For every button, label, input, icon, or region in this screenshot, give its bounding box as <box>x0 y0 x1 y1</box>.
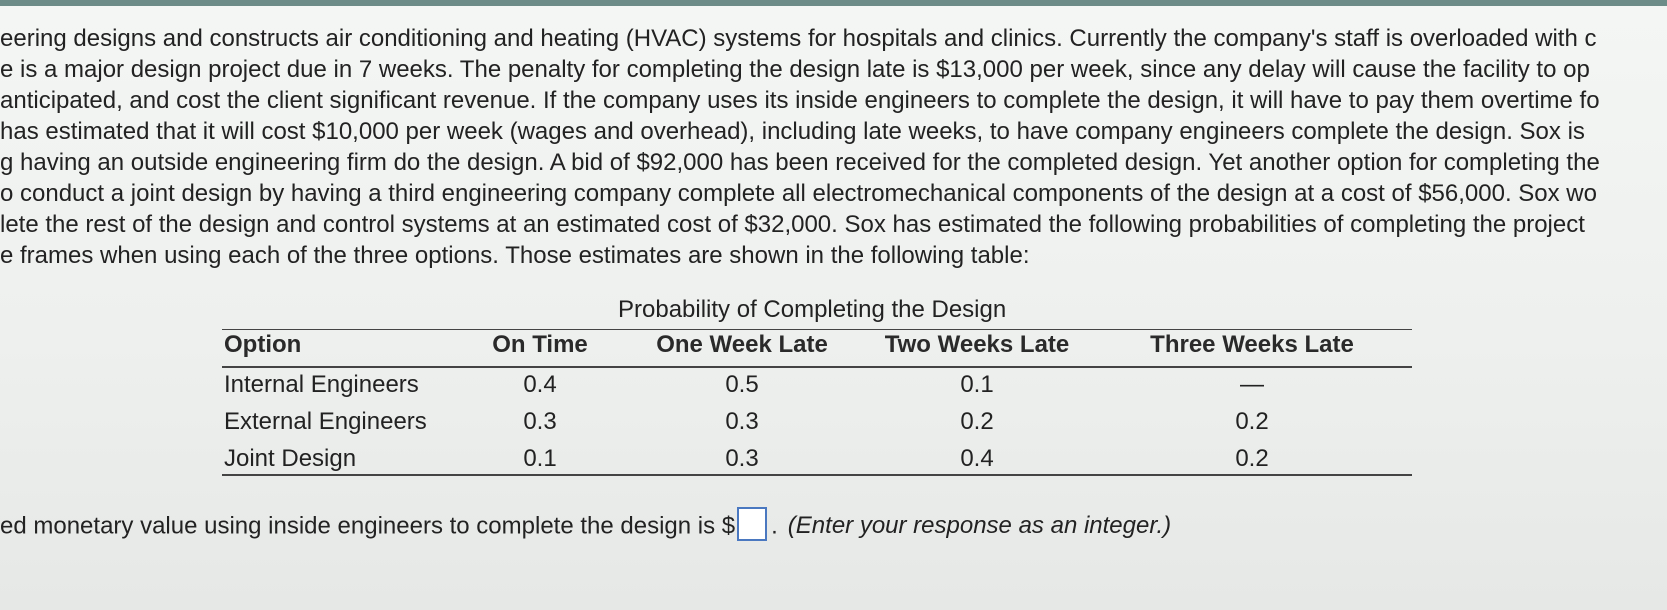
paragraph-line: eering designs and constructs air conditioning and heating (HVAC) systems for hospitals and clinics. Currently the company's staff is overloaded with c <box>0 25 1597 52</box>
table-cell: 0.4 <box>523 371 557 398</box>
header-option: Option <box>224 331 302 358</box>
table-bottom-rule <box>222 474 1412 476</box>
table-cell: External Engineers <box>224 408 427 435</box>
table-cell: 0.2 <box>1235 408 1269 435</box>
table-cell: 0.3 <box>523 408 557 435</box>
header-three-weeks-late: Three Weeks Late <box>1150 331 1354 358</box>
table-cell: Joint Design <box>224 445 357 472</box>
table-cell: 0.3 <box>725 445 759 472</box>
paragraph-line: lete the rest of the design and control systems at an estimated cost of $32,000. Sox has estimated the following probabilities of completing the project <box>0 211 1585 238</box>
table-cell: 0.2 <box>960 408 994 435</box>
table-cell: 0.2 <box>1235 445 1269 472</box>
top-bar <box>0 0 1667 6</box>
answer-hint: (Enter your response as an integer.) <box>787 512 1172 540</box>
table-cell: 0.3 <box>725 408 759 435</box>
table-header-rule <box>222 366 1412 368</box>
table-top-rule <box>222 329 1412 330</box>
table-cell: 0.1 <box>960 371 994 398</box>
paragraph-line: o conduct a joint design by having a third engineering company complete all electromechanical components of the design at a cost of $56,000. Sox wo <box>0 180 1597 207</box>
problem-paragraph <box>0 23 1667 271</box>
table-cell: 0.5 <box>725 371 759 398</box>
table-cell: Internal Engineers <box>224 371 419 398</box>
paragraph-line: e frames when using each of the three options. Those estimates are shown in the following table: <box>0 242 1030 269</box>
question-line <box>0 510 1171 544</box>
table-cell: 0.1 <box>523 445 557 472</box>
header-two-weeks-late: Two Weeks Late <box>884 331 1070 358</box>
paragraph-line: anticipated, and cost the client significant revenue. If the company uses its inside engineers to complete the design, it will have to pay them overtime fo <box>0 87 1600 114</box>
answer-input[interactable] <box>737 507 767 541</box>
question-suffix: . <box>771 512 778 540</box>
paragraph-line: e is a major design project due in 7 weeks. The penalty for completing the design late is $13,000 per week, since any delay will cause the facility to op <box>0 56 1590 83</box>
header-on-time: On Time <box>492 331 588 358</box>
paragraph-line: has estimated that it will cost $10,000 per week (wages and overhead), including late weeks, to have company engineers complete the design. Sox is <box>0 118 1585 145</box>
paragraph-line: g having an outside engineering firm do the design. A bid of $92,000 has been received for the completed design. Yet another option for completing the <box>0 149 1600 176</box>
table-cell: 0.4 <box>960 445 994 472</box>
header-one-week-late: One Week Late <box>656 331 828 358</box>
question-prefix: ed monetary value using inside engineers to complete the design is $ <box>0 512 736 540</box>
table-caption: Probability of Completing the Design <box>618 296 1007 323</box>
table-cell: — <box>1240 371 1264 398</box>
